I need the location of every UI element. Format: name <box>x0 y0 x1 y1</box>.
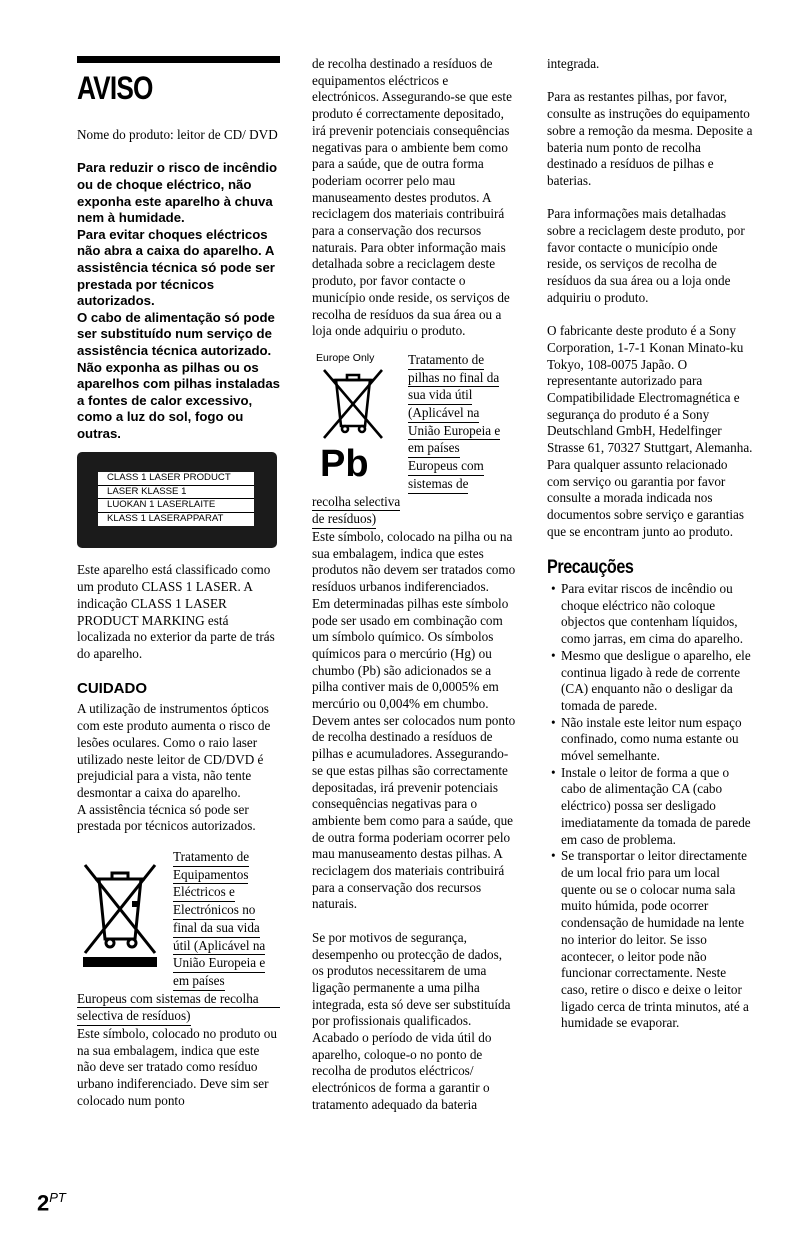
column-3 <box>547 56 753 1032</box>
other-batteries-text: Para as restantes pilhas, por favor, consulte as instruções do equipamento sobre a remoção da mesma. Deposite a bateria num ponto de recolha destinado a resíduos de pilhas e baterias. <box>547 89 753 188</box>
battery-text: Este símbolo, colocado na pilha ou na sua embalagem, indica que estes produtos não devem ser tratados como resíduos urbanos indiferenciados. <box>312 528 516 595</box>
weee-caption-line: Eléctricos e <box>173 884 235 902</box>
battery-caption-line: recolha selectiva <box>312 494 400 512</box>
battery-caption-line: União Europeia e <box>408 423 500 441</box>
weee-caption-line: Equipamentos <box>173 867 248 885</box>
list-item: • Não instale este leitor num espaço confinado, como numa estante ou móvel semelhante. <box>547 715 753 765</box>
laser-line: KLASS 1 LASERAPPARAT <box>107 512 224 524</box>
page-title: AVISO <box>77 70 153 106</box>
europe-only-label: Europe Only <box>316 351 375 364</box>
end-of-life-text: Acabado o período de vida útil do aparelho, coloque-o no ponto de recolha de produtos eléctricos/ electrónicos de forma a garantir o tratamento adequado da bateria <box>312 1030 492 1112</box>
battery-caption-line: pilhas no final da <box>408 370 499 388</box>
battery-caption-line: sua vida útil <box>408 387 472 405</box>
precautions-heading: Precauções <box>547 557 634 579</box>
battery-caption-line: (Aplicável na <box>408 405 479 423</box>
page-number-value: 2 <box>37 1190 50 1216</box>
column-1 <box>77 56 280 1110</box>
battery-chemical-text: Em determinadas pilhas este símbolo pode ser usado em combinação com um símbolo químico. Os símbolos químicos para o mercúrio (Hg) ou chumbo (Pb) são adicionados se a pilha contiver mais de 0,0005% em mercúrio ou 0,004% em chumbo. <box>312 595 509 712</box>
list-item: • Mesmo que desligue o aparelho, ele continua ligado à rede de corrente (CA) enquanto não o desligar da tomada de parede. <box>547 648 753 715</box>
weee-caption-line: em países <box>173 973 225 991</box>
weee-caption-line: final da sua vida <box>173 920 260 938</box>
cuidado-heading: CUIDADO <box>77 679 147 697</box>
recycling-info-text: Para informações mais detalhadas sobre a reciclagem deste produto, por favor contacte o município onde reside, os serviços de recolha de resíduos da sua área ou a loja onde adquiriu o produto. <box>547 206 745 305</box>
cuidado-text: A utilização de instrumentos ópticos com este produto aumenta o risco de lesões oculares. Como o raio laser utilizado neste leitor de CD/DVD é prejudicial para a vista, não tente desmontar a caixa do aparelho. <box>77 701 271 800</box>
battery-collection-text: Devem antes ser colocados num ponto de recolha destinado a resíduos de pilhas e acumuladores. Assegurando-se que estas pilhas são correctamente depositadas, irá prevenir potenciais consequências negativas para o ambiente bem como para a saúde, que de outra forma poderiam ocorrer pelo mau manuseamento destas pilhas. A reciclagem dos materiais contribuirá para a conservação dos recursos naturais. <box>312 712 516 912</box>
warning-block <box>77 160 280 442</box>
weee-text-continued: de recolha destinado a resíduos de equipamentos eléctricos e electrónicos. Assegurando-se que este produto é correctamente depositado, irá prevenir potenciais consequências negativas para o ambiente bem como para a saúde, que de outra forma poderiam ocorrer pelo mau manuseamento destes produtos. A reciclagem dos materiais contribuirá para a conservação dos recursos naturais. Para obter informação mais detalhada sobre a reciclagem deste produto, por favor contacte o município onde reside, os serviços de recolha de resíduos da sua área ou a loja onde adquiriu o produto. <box>312 56 512 339</box>
laser-line: CLASS 1 LASER PRODUCT <box>98 472 254 486</box>
battery-caption-line: Europeus com <box>408 458 484 476</box>
warning-power-cable: O cabo de alimentação só pode ser substituído num serviço de assistência técnica autorizado. <box>77 309 275 358</box>
laser-class-text: Este aparelho está classificado como um produto CLASS 1 LASER. A indicação CLASS 1 LASER PRODUCT MARKING está localizada no exterior da parte de trás do aparelho. <box>77 562 275 661</box>
pb-symbol: Pb <box>320 442 369 485</box>
battery-caption-line: sistemas de <box>408 476 468 494</box>
laser-label <box>77 452 277 548</box>
battery-caption-tail: de resíduos) <box>312 511 376 529</box>
product-name: Nome do produto: leitor de CD/ DVD <box>77 127 278 142</box>
weee-caption-tail: Europeus com sistemas de recolha <box>77 991 280 1009</box>
list-item: • Se transportar o leitor directamente de um local frio para um local quente ou se o colocar numa sala muito húmida, pode ocorrer condensação de humidade na lente no interior do leitor. Se isso acontecer, o leitor pode não funcionar correctamente. Neste caso, retire o disco e deixe o leitor ligado cerca de trinta minutos, até a humidade se evaporar. <box>547 848 753 1032</box>
battery-caption-line: em países <box>408 440 460 458</box>
weee-text: Este símbolo, colocado no produto ou na sua embalagem, indica que este não deve ser tratado como resíduo urbano indiferenciado. Deve sim ser colocado num ponto <box>77 1026 277 1108</box>
list-item: • Instale o leitor de forma a que o cabo de alimentação CA (cabo eléctrico) possa ser desligado imediatamente da tomada de parede em caso de problema. <box>547 765 753 849</box>
battery-bin-icon <box>312 351 404 485</box>
integrated-text-continued: integrada. <box>547 56 600 71</box>
weee-section <box>77 849 280 1110</box>
language-code: PT <box>49 1190 66 1205</box>
weee-caption-line: útil (Aplicável na <box>173 938 265 956</box>
weee-caption-line: União Europeia e <box>173 955 265 973</box>
battery-caption-line: Tratamento de <box>408 352 484 370</box>
cuidado-service-text: A assistência técnica só pode ser prestada por técnicos autorizados. <box>77 801 256 834</box>
weee-caption-line: Electrónicos no <box>173 902 255 920</box>
warning-rain: Para reduzir o risco de incêndio ou de choque eléctrico, não exponha este aparelho à chuva nem à humidade. <box>77 160 278 226</box>
list-item: • Para evitar riscos de incêndio ou choque eléctrico não coloque objectos que contenham líquidos, como jarras, em cima do aparelho. <box>547 581 753 648</box>
warning-batteries: Não exponha as pilhas ou os aparelhos com pilhas instaladas a fontes de calor excessivo, como a luz do sol, fogo ou outras. <box>77 359 281 441</box>
weee-caption-line: Tratamento de <box>173 849 249 867</box>
battery-section <box>312 352 516 529</box>
weee-caption-tail: selectiva de resíduos) <box>77 1008 191 1026</box>
integrated-battery-text: Se por motivos de segurança, desempenho ou protecção de dados, os produtos necessitarem de uma ligação permanente a uma pilha integrada, esta só deve ser substituída por profissionais qualificados. <box>312 929 511 1029</box>
heading-rule <box>77 56 280 63</box>
weee-bin-icon <box>77 849 169 974</box>
laser-line: LUOKAN 1 LASERLAITE <box>98 499 254 513</box>
warning-open-case: Para evitar choques eléctricos não abra a caixa do aparelho. A assistência técnica só pode ser prestada por técnicos autorizados. <box>77 226 275 309</box>
manufacturer-text: O fabricante deste produto é a Sony Corporation, 1-7-1 Konan Minato-ku Tokyo, 108-0075 Japão. O representante autorizado para Compatibilidade Electromagnética e segurança do produto é a Sony Deutschland GmbH, Hedelfinger Strasse 61, 70327 Stuttgart, Alemanha. Para qualquer assunto relacionado com serviço ou garantia por favor consulte a morada indicada nos documentos sobre serviço e garantias que se encontram junto ao produto. <box>547 323 753 539</box>
laser-line: LASER KLASSE 1 <box>98 486 254 500</box>
column-2 <box>312 56 516 1114</box>
precautions-list <box>547 581 753 1032</box>
page-number <box>37 1190 66 1216</box>
laser-label-inner <box>98 472 254 526</box>
